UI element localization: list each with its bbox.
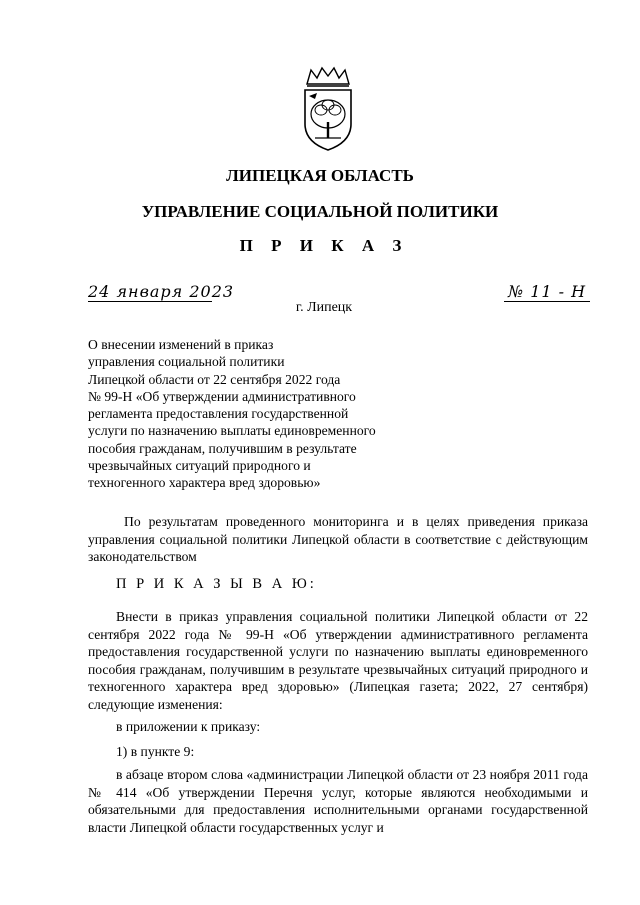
subject-line: Липецкой области от 22 сентября 2022 года (88, 371, 341, 387)
subject-line: регламента предоставления государственной (88, 406, 349, 422)
preamble-paragraph: По результатам проведенного мониторинга и в целях приведения приказа управления социальной политики Липецкой области в соответствие с действующим законодательством (88, 514, 588, 564)
handwritten-number: № 11 - Н (508, 282, 587, 301)
main-paragraph: Внести в приказ управления социальной политики Липецкой области от 22 сентября 2022 года № 99-Н «Об утверждении административного регламента предоставления государственной услуги по назначению выплаты единовременного пособия гражданам, получившим в результате чрезвычайных ситуаций природного и техногенного характера вред здоровью» (Липецкая газета; 2022, 27 сентября) следующие изменения: (88, 609, 588, 712)
coat-of-arms-icon (299, 66, 357, 152)
subject-line: техногенного характера вред здоровью» (88, 475, 321, 491)
subject-line: управления социальной политики (88, 354, 285, 370)
item-1-text: в абзаце втором слова «администрации Липецкой области от 23 ноября 2011 года № 414 «Об утверждении Перечня услуг, которые являются необходимыми и обязательными для предоставления исполнительными органами государственной власти Липецкой области государственных услуг и (88, 767, 588, 835)
handwritten-date: 24 января 2023 (88, 282, 235, 301)
subject-line: О внесении изменений в приказ (88, 337, 274, 352)
subject-line: пособия гражданам, получившим в результате (88, 440, 357, 456)
department-title: УПРАВЛЕНИЕ СОЦИАЛЬНОЙ ПОЛИТИКИ (141, 202, 499, 221)
subject-line: № 99-Н «Об утверждении административного (88, 388, 356, 404)
annex-paragraph: в приложении к приказу: (116, 719, 261, 734)
subject-line: чрезвычайных ситуаций природного и (88, 458, 311, 474)
document-type: П Р И К А З (239, 236, 409, 255)
item-1-heading: 1) в пункте 9: (116, 744, 195, 759)
subject-block (88, 336, 408, 492)
region-title: ЛИПЕЦКАЯ ОБЛАСТЬ (226, 166, 414, 185)
order-word: П Р И К А З Ы В А Ю: (116, 576, 317, 592)
subject-line: услуги по назначению выплаты единовременного (88, 423, 376, 439)
city: г. Липецк (295, 300, 353, 315)
